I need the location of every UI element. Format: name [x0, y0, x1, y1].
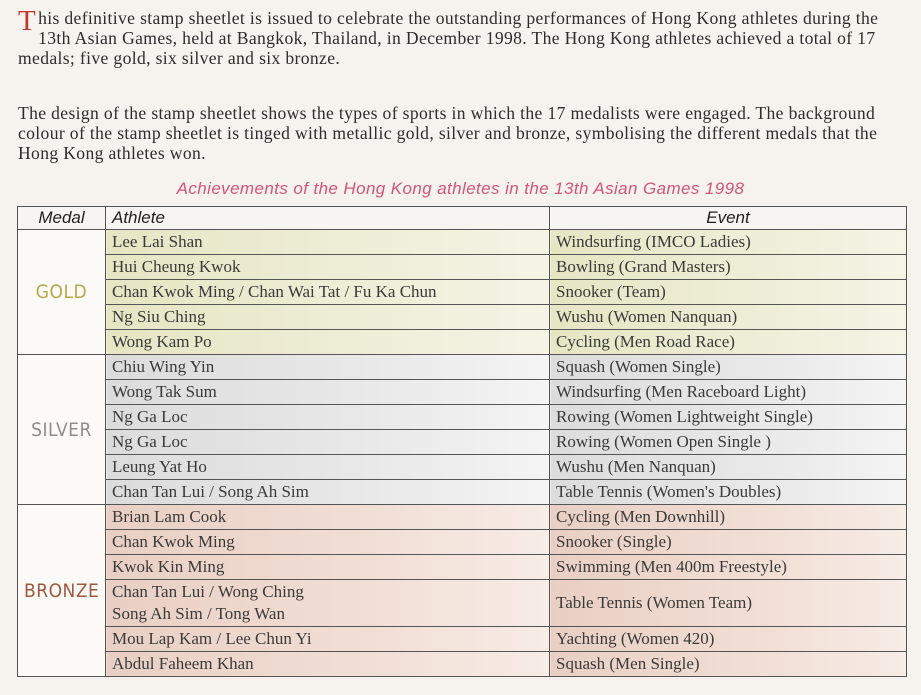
drop-cap: T [18, 5, 37, 37]
event-cell: Squash (Men Single) [550, 652, 907, 677]
athlete-cell: Leung Yat Ho [106, 455, 550, 480]
athlete-cell: Chan Kwok Ming / Chan Wai Tat / Fu Ka Chun [106, 280, 550, 305]
header-event: Event [550, 207, 907, 230]
table-row [18, 255, 907, 280]
table-row [18, 355, 907, 380]
medals-table [17, 206, 907, 677]
table-row [18, 380, 907, 405]
table-header-row [18, 207, 907, 230]
athlete-cell: Chan Kwok Ming [106, 530, 550, 555]
table-row [18, 305, 907, 330]
event-cell: Swimming (Men 400m Freestyle) [550, 555, 907, 580]
table-row [18, 455, 907, 480]
athlete-cell [106, 580, 550, 627]
athlete-cell: Wong Tak Sum [106, 380, 550, 405]
event-cell: Cycling (Men Downhill) [550, 505, 907, 530]
athlete-cell: Mou Lap Kam / Lee Chun Yi [106, 627, 550, 652]
table-row [18, 330, 907, 355]
athlete-cell: Chiu Wing Yin [106, 355, 550, 380]
event-cell: Wushu (Men Nanquan) [550, 455, 907, 480]
athlete-cell: Hui Cheung Kwok [106, 255, 550, 280]
event-cell: Yachting (Women 420) [550, 627, 907, 652]
table-caption: Achievements of the Hong Kong athletes in the 13th Asian Games 1998 [176, 179, 745, 198]
intro-paragraph-1 [18, 5, 910, 68]
medal-label-silver: SILVER [18, 355, 106, 505]
table-row [18, 230, 907, 255]
event-cell: Squash (Women Single) [550, 355, 907, 380]
event-cell: Rowing (Women Open Single ) [550, 430, 907, 455]
athlete-cell: Ng Siu Ching [106, 305, 550, 330]
athlete-cell: Abdul Faheem Khan [106, 652, 550, 677]
event-cell: Wushu (Women Nanquan) [550, 305, 907, 330]
table-row [18, 652, 907, 677]
event-cell: Cycling (Men Road Race) [550, 330, 907, 355]
event-cell: Table Tennis (Women's Doubles) [550, 480, 907, 505]
table-row [18, 505, 907, 530]
athlete-line-1: Chan Tan Lui / Wong Ching [112, 582, 304, 601]
event-cell: Snooker (Team) [550, 280, 907, 305]
table-row [18, 530, 907, 555]
intro-text-1: his definitive stamp sheetlet is issued to celebrate the outstanding performances of Hong Kong athletes during the 13th Asian Games, held at Bangkok, Thailand, in December 1998. The Hong Kong athletes achieved a total of 17 medals; five gold, six silver and six bronze. [18, 8, 879, 68]
table-row [18, 480, 907, 505]
athlete-cell: Lee Lai Shan [106, 230, 550, 255]
header-medal: Medal [18, 207, 106, 230]
athlete-cell: Kwok Kin Ming [106, 555, 550, 580]
table-row [18, 555, 907, 580]
athlete-cell: Brian Lam Cook [106, 505, 550, 530]
event-cell: Bowling (Grand Masters) [550, 255, 907, 280]
medal-label-bronze: BRONZE [18, 505, 106, 677]
athlete-cell: Chan Tan Lui / Song Ah Sim [106, 480, 550, 505]
athlete-cell: Ng Ga Loc [106, 430, 550, 455]
intro-paragraph-2: The design of the stamp sheetlet shows the types of sports in which the 17 medalists were engaged. The background colour of the stamp sheetlet is tinged with metallic gold, silver and bronze, symbolising the different medals that the Hong Kong athletes won. [18, 103, 878, 163]
table-row [18, 430, 907, 455]
athlete-cell: Ng Ga Loc [106, 405, 550, 430]
event-cell: Table Tennis (Women Team) [550, 580, 907, 627]
athlete-line-2: Song Ah Sim / Tong Wan [112, 604, 285, 623]
event-cell: Snooker (Single) [550, 530, 907, 555]
table-row [18, 405, 907, 430]
event-cell: Windsurfing (IMCO Ladies) [550, 230, 907, 255]
header-athlete: Athlete [106, 207, 550, 230]
table-row [18, 580, 907, 627]
table-row [18, 280, 907, 305]
event-cell: Windsurfing (Men Raceboard Light) [550, 380, 907, 405]
medal-label-gold: GOLD [18, 230, 106, 355]
event-cell: Rowing (Women Lightweight Single) [550, 405, 907, 430]
athlete-cell: Wong Kam Po [106, 330, 550, 355]
table-row [18, 627, 907, 652]
